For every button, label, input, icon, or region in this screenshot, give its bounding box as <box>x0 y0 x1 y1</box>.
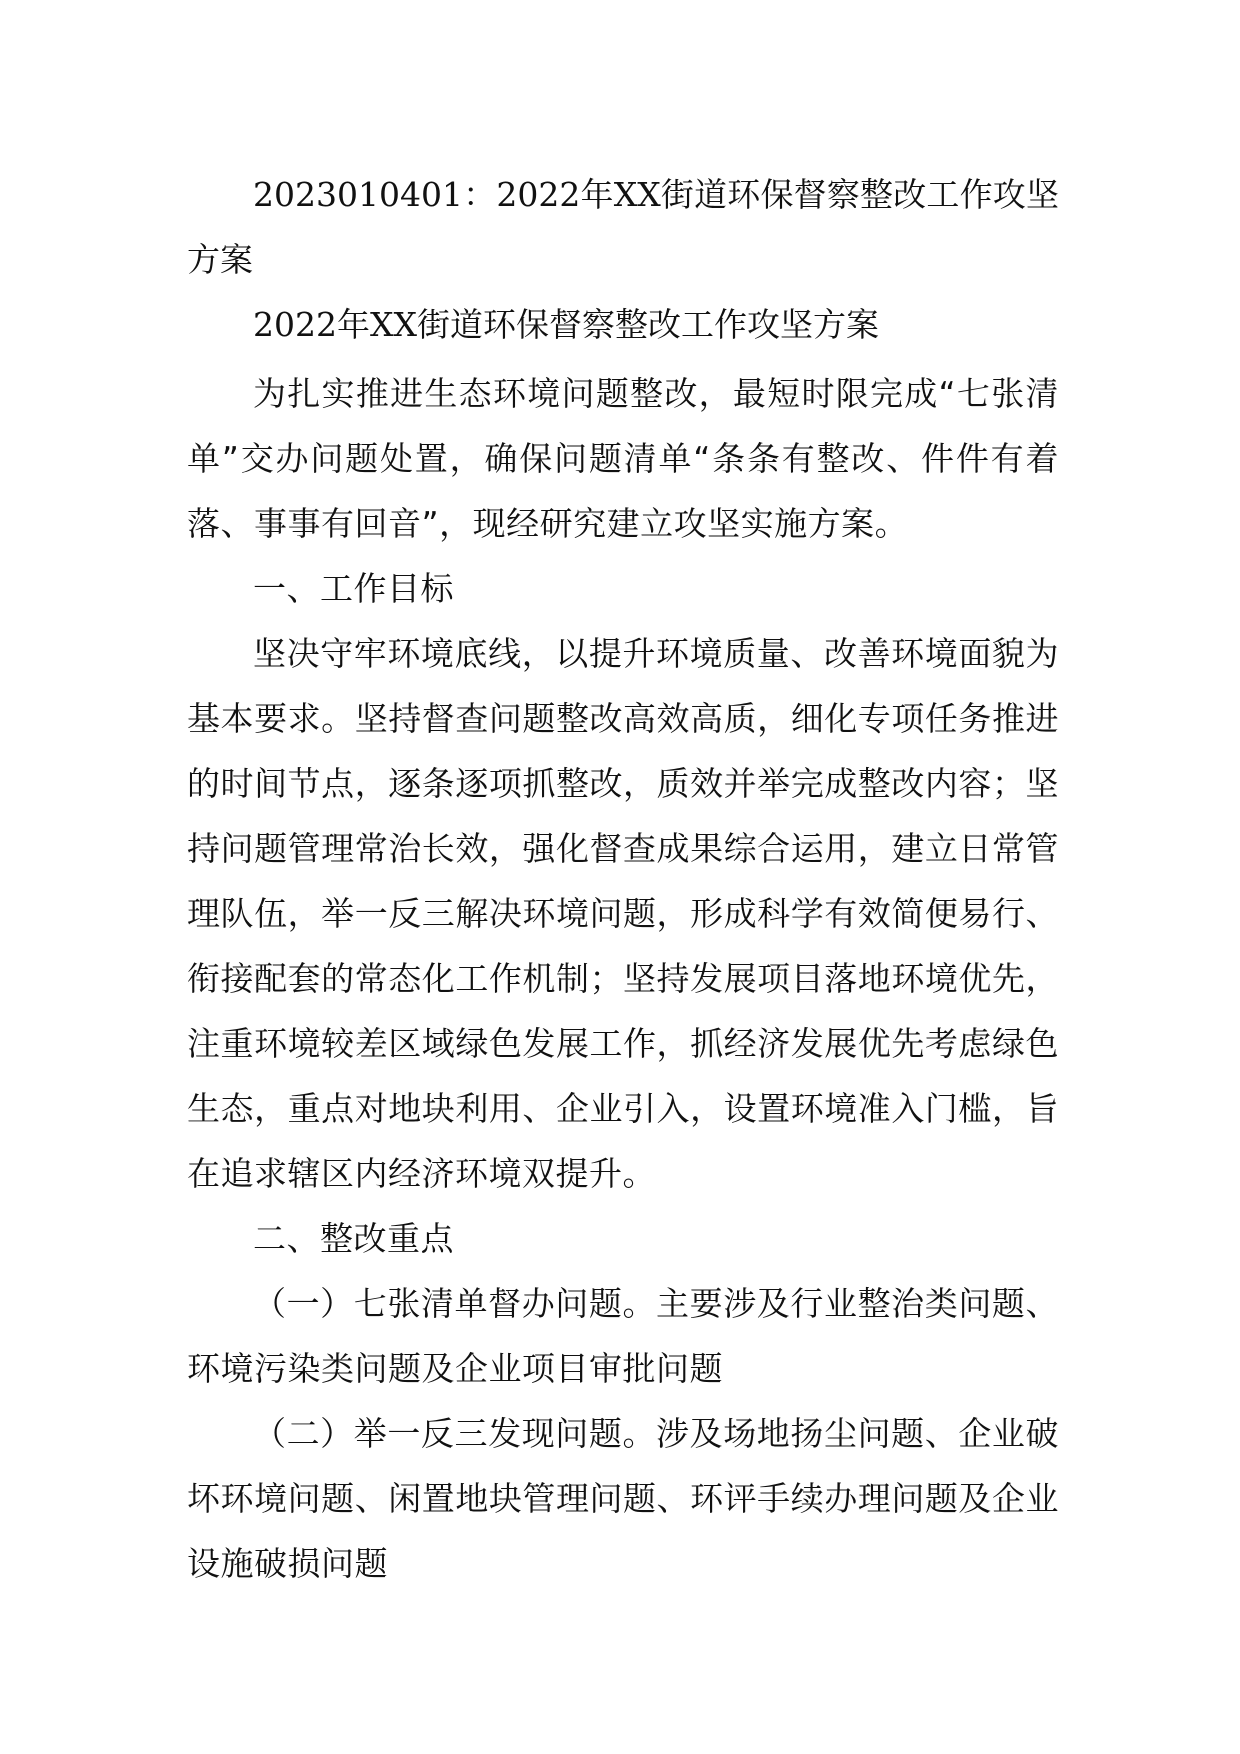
document-heading: 2023010401：2022年XX街道环保督察整改工作攻坚方案 <box>187 175 1059 279</box>
document-title: 2022年XX街道环保督察整改工作攻坚方案 <box>253 305 879 344</box>
document-body <box>187 162 1059 1596</box>
section-2-heading: 二、整改重点 <box>253 1219 454 1258</box>
section-2-item-2: （二）举一反三发现问题。涉及场地扬尘问题、企业破坏环境问题、闲置地块管理问题、环评手续办理问题及企业设施破损问题 <box>187 1414 1059 1583</box>
section-2-item-1: （一）七张清单督办问题。主要涉及行业整治类问题、环境污染类问题及企业项目审批问题 <box>187 1284 1059 1388</box>
section-1-heading: 一、工作目标 <box>253 569 454 608</box>
intro-paragraph: 为扎实推进生态环境问题整改，最短时限完成“七张清单”交办问题处置，确保问题清单“条条有整改、件件有着落、事事有回音”，现经研究建立攻坚实施方案。 <box>187 374 1059 543</box>
section-1-paragraph: 坚决守牢环境底线，以提升环境质量、改善环境面貌为基本要求。坚持督查问题整改高效高质，细化专项任务推进的时间节点，逐条逐项抓整改，质效并举完成整改内容；坚持问题管理常治长效，强化督查成果综合运用，建立日常管理队伍，举一反三解决环境问题，形成科学有效简便易行、衔接配套的常态化工作机制；坚持发展项目落地环境优先，注重环境较差区域绿色发展工作，抓经济发展优先考虑绿色生态，重点对地块利用、企业引入，设置环境准入门槛，旨在追求辖区内经济环境双提升。 <box>187 634 1059 1193</box>
